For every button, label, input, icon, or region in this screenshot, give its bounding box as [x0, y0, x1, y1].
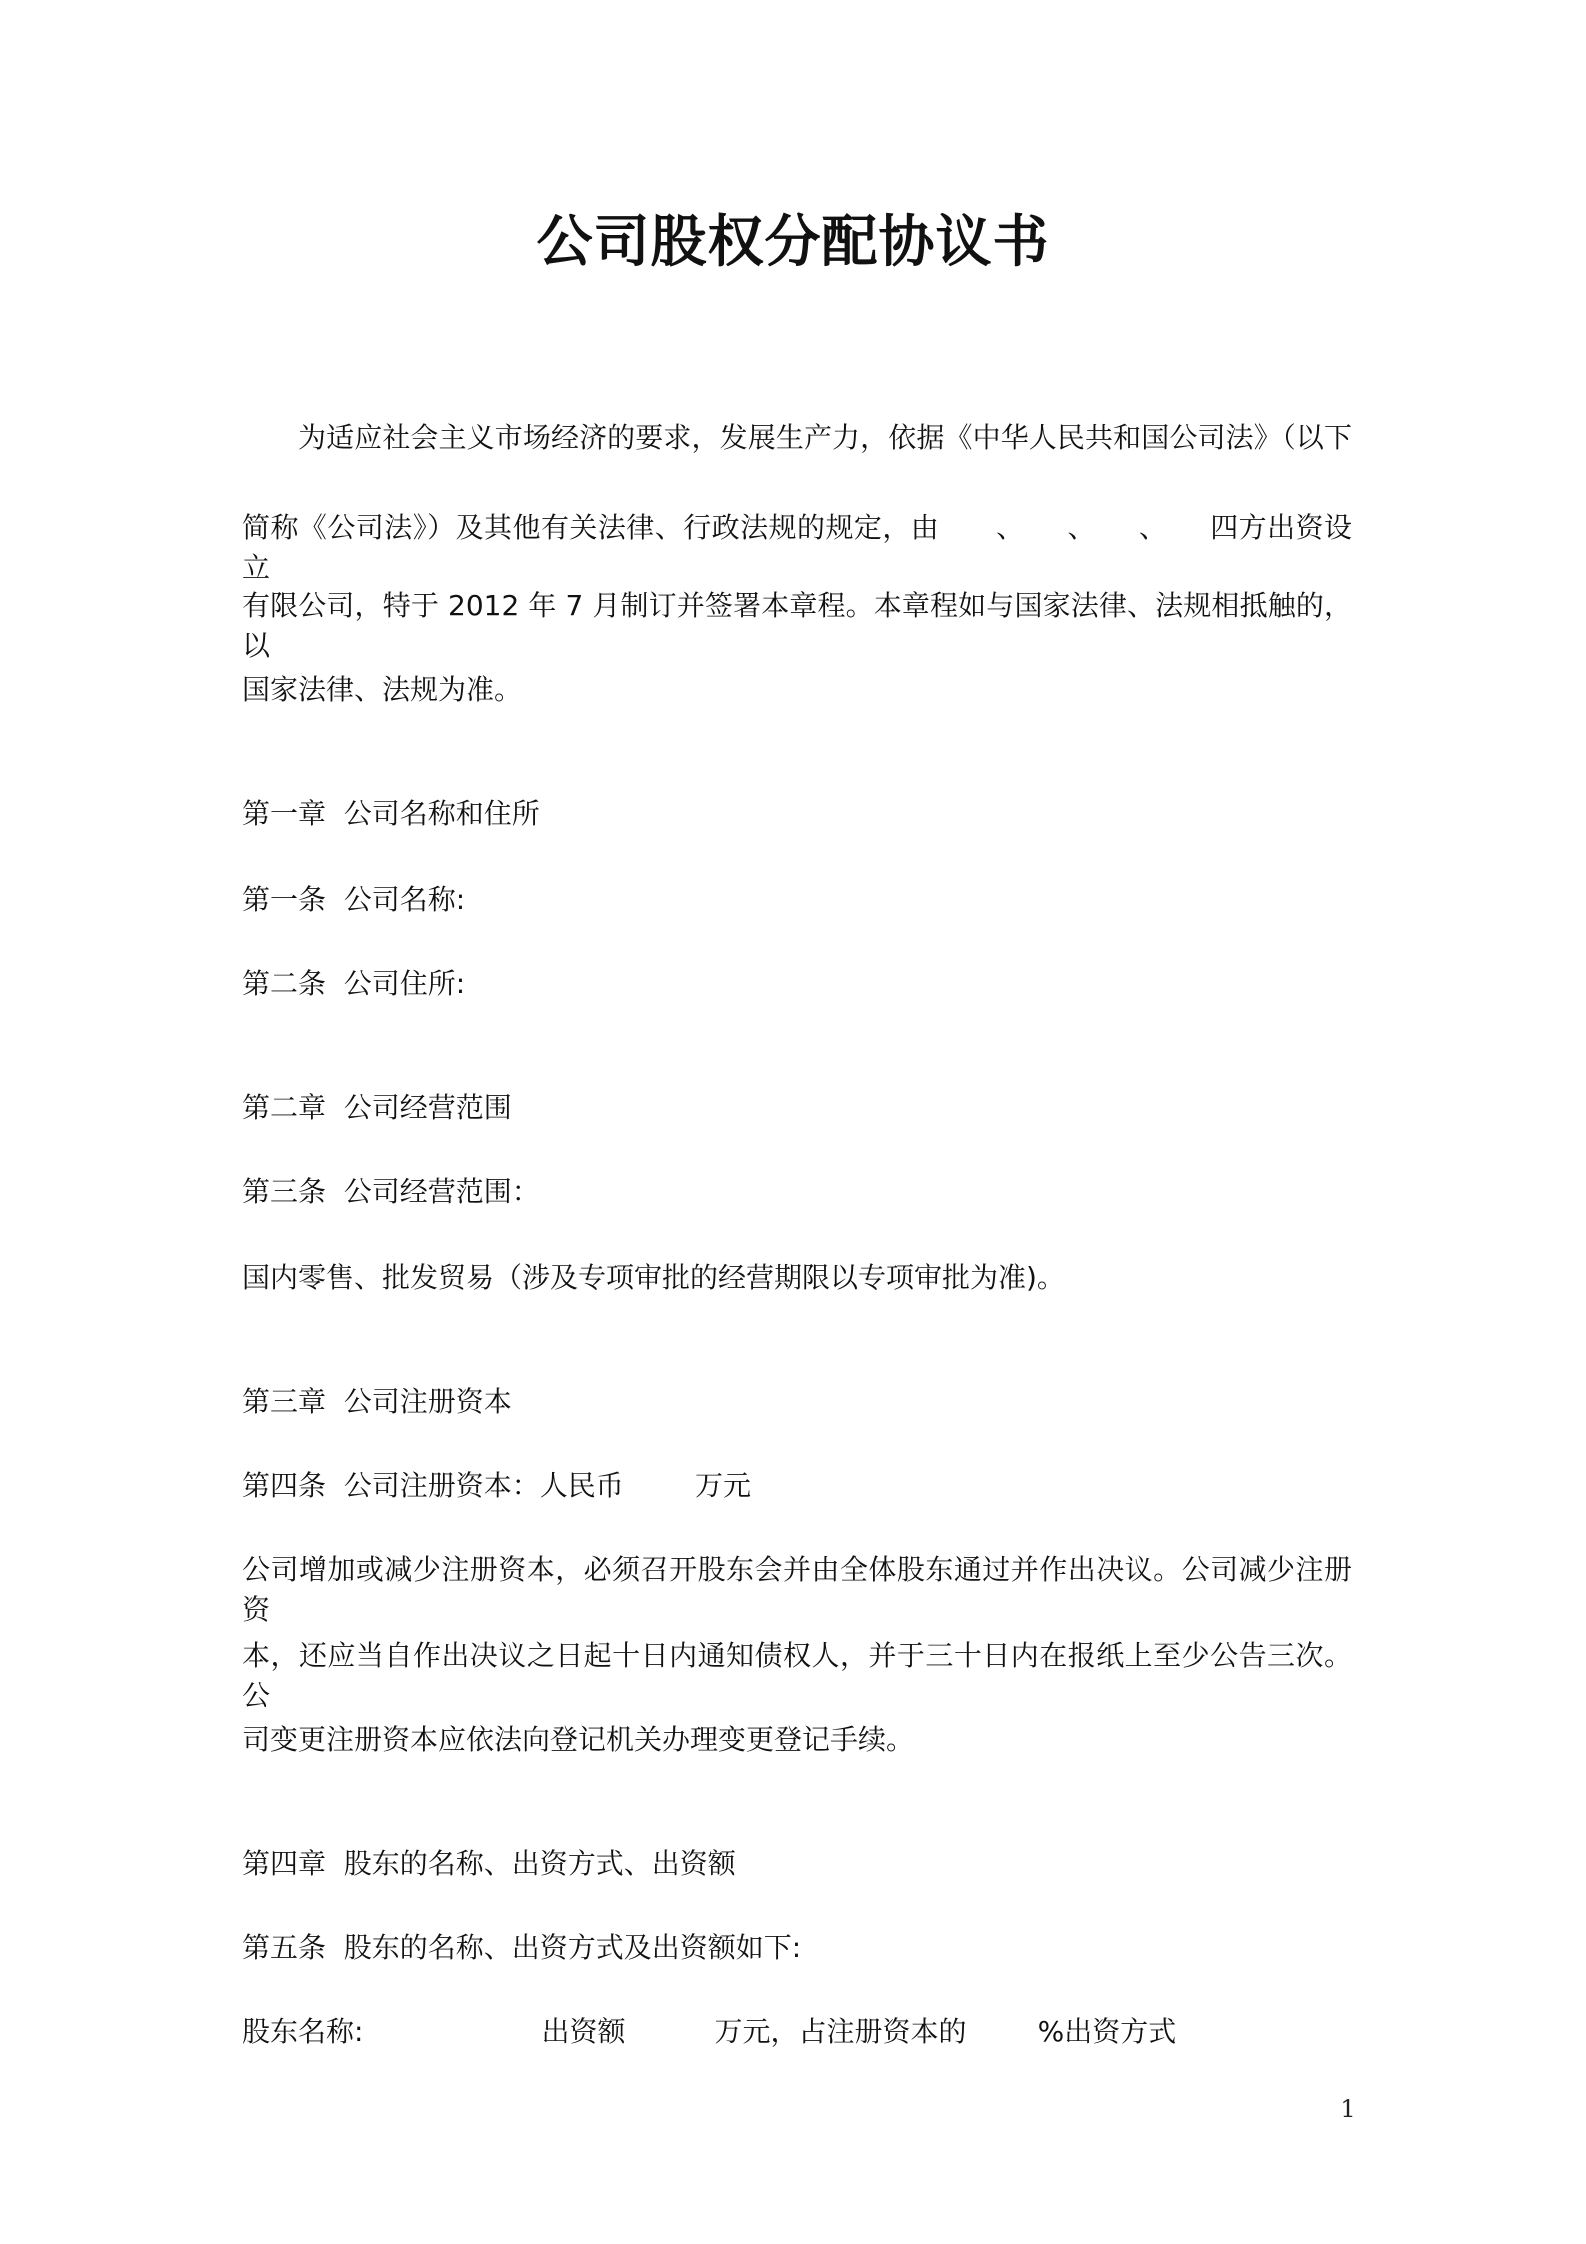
- article-4: 第四条 公司注册资本：人民币 万元: [242, 1469, 752, 1502]
- chapter-4-heading: 第四章 股东的名称、出资方式、出资额: [242, 1847, 736, 1880]
- article-5: 第五条 股东的名称、出资方式及出资额如下:: [242, 1931, 802, 1964]
- chapter-2-heading: 第二章 公司经营范围: [242, 1091, 512, 1124]
- article-1: 第一条 公司名称:: [242, 883, 466, 916]
- chapter-3-heading: 第三章 公司注册资本: [242, 1385, 512, 1418]
- article-2: 第二条 公司住所:: [242, 967, 466, 1000]
- business-scope: 国内零售、批发贸易（涉及专项审批的经营期限以专项审批为准)。: [242, 1261, 1065, 1294]
- page-number: 1: [1340, 2095, 1356, 2123]
- capital-paragraph-line-1: 公司增加或减少注册资本，必须召开股东会并由全体股东通过并作出决议。公司减少注册资: [242, 1553, 1352, 1626]
- article-3: 第三条 公司经营范围：: [242, 1175, 540, 1208]
- capital-paragraph-line-3: 司变更注册资本应依法向登记机关办理变更登记手续。: [242, 1723, 915, 1756]
- preamble-line-4: 国家法律、法规为准。: [242, 673, 523, 706]
- preamble-line-2: 简称《公司法》）及其他有关法律、行政法规的规定，由 、 、 、 四方出资设立: [242, 511, 1352, 584]
- chapter-1-heading: 第一章 公司名称和住所: [242, 797, 540, 830]
- capital-paragraph-line-2: 本，还应当自作出决议之日起十日内通知债权人，并于三十日内在报纸上至少公告三次。公: [242, 1639, 1352, 1712]
- preamble-line-1: 为适应社会主义市场经济的要求，发展生产力，依据《中华人民共和国公司法》（以下: [298, 421, 1352, 454]
- document-title: 公司股权分配协议书: [536, 210, 1050, 275]
- preamble-line-3: 有限公司，特于 2012 年 7 月制订并签署本章程。本章程如与国家法律、法规相抵触的，以: [242, 589, 1352, 662]
- shareholder-row: 股东名称: 出资额 万元，占注册资本的 %出资方式: [242, 2015, 1177, 2048]
